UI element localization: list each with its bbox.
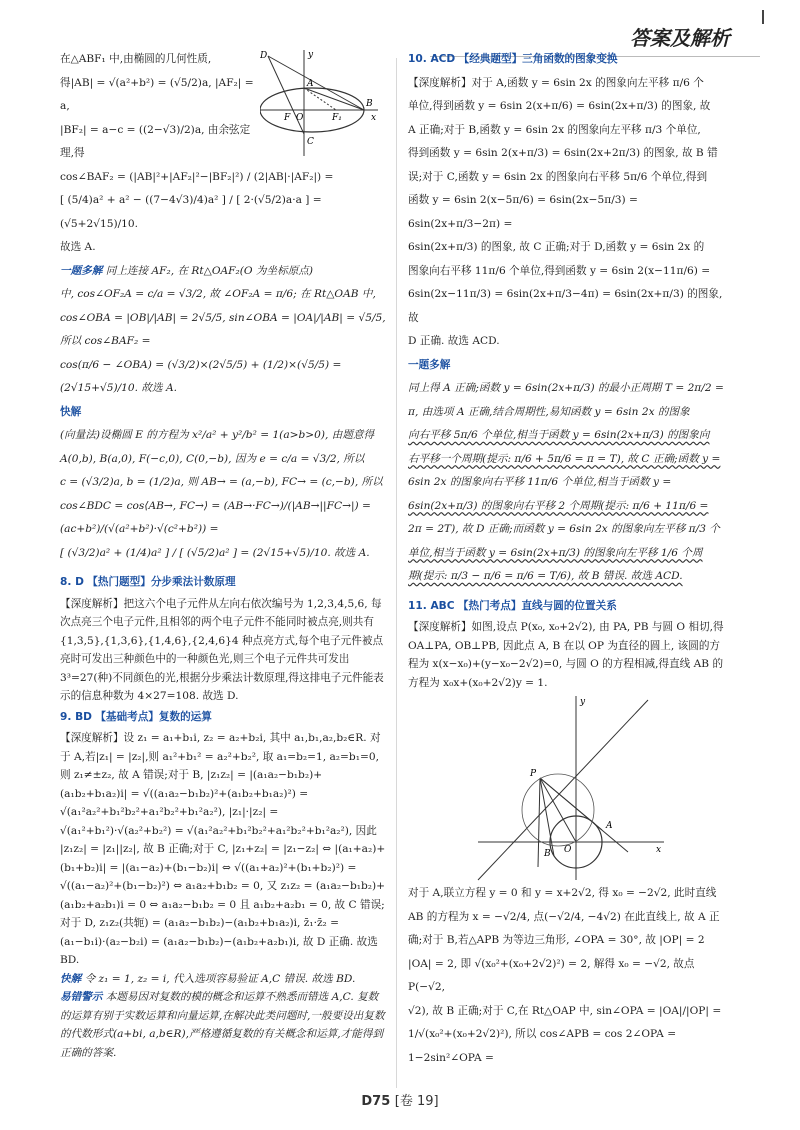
right-line-11: 同上得 A 正确;函数 y = 6sin(2x+π/3) 的最小正周期 T = 2π/2 = — [408, 382, 724, 394]
right-line-24: |OA| = 2, 即 √(x₀²+(x₀+2√2)²) = 2, 解得 x₀ = −√2, 故点 P(−√2, — [408, 957, 695, 993]
left-line-05: [ (5/4)a² + a² − ((7−4√3)/4)a² ] / [ 2·(√5/2)a·a ] = (√5+2√15)/10. — [60, 194, 322, 230]
left-line-13: A(0,b), B(a,0), F(−c,0), C(0,−b), 因为 e = c/a = √3/2, 所以 — [60, 452, 365, 465]
right-line-20: 【深度解析】如图,设点 P(x₀, x₀+2√2), 由 PA, PB 与圆 O 相切,得 OA⊥PA, OB⊥PB, 因此点 A, B 在以 OP 为直径的圆上, 该圆的方程为 x(x−x₀)+(y−x₀−2√2)=0, 与圆 O 的方程相减,得直线 AB 的方程为 x₀x+(x₀+2√2)y = 1. — [408, 621, 724, 689]
right-line-02: 单位,得到函数 y = 6sin 2(x+π/6) = 6sin(2x+π/3) 的图象, 故 — [408, 100, 711, 112]
q11-number: 11. ABC — [408, 599, 455, 612]
warning-label: 易错警示 — [60, 991, 103, 1003]
right-line-13: 向右平移 5π/6 个单位,相当于函数 y = 6sin(2x+π/3) 的图象向 — [408, 429, 710, 441]
q11-tag: 【热门考点】直线与圆的位置关系 — [457, 599, 617, 612]
right-line-03: A 正确;对于 B,函数 y = 6sin 2x 的图象向左平移 π/3 个单位, — [408, 123, 701, 136]
fig1-label-F: F — [284, 113, 291, 123]
right-line-10: D 正确. 故选 ACD. — [408, 335, 500, 347]
right-column — [408, 48, 730, 1070]
q8-body: 【深度解析】把这六个电子元件从左向右依次编号为 1,2,3,4,5,6, 每次点亮三个电子元件,且相邻的两个电子元件不能同时被点亮,则共有{1,3,5},{1,3,6},{1,4,6},{2,4,6}4 种点亮方式,每个电子元件被点亮时可发出三种颜色中的一种颜色光,则三个电子元件共可发出 3³=27(种)不同颜色的光,根据分步乘法计数原理,得这排电子元件能表示的信息种数为 4×27=108. 故选 D. — [60, 597, 384, 702]
right-line-07: 6sin(2x+π/3) 的图象, 故 C 正确;对于 D,函数 y = 6sin 2x 的 — [408, 241, 705, 253]
right-line-15: 6sin 2x 的图象向右平移 11π/6 个单位,相当于函数 y = — [408, 476, 672, 488]
right-line-09: 6sin(2x−11π/3) = 6sin(2x+π/3−4π) = 6sin(2x+π/3) 的图象, 故 — [408, 288, 723, 324]
fig1-label-y: y — [308, 50, 314, 60]
right-line-18: 单位,相当于函数 y = 6sin(2x+π/3) 的图象向左平移 1/6 个周 — [408, 546, 703, 559]
right-line-04: 得到函数 y = 6sin 2(x+π/3) = 6sin(2x+2π/3) 的图象, 故 B 错 — [408, 147, 718, 159]
q10-tag: 【经典题型】三角函数的图象变换 — [458, 53, 618, 65]
right-line-21: 对于 A,联立方程 y = 0 和 y = x+2√2, 得 x₀ = −2√2, 此时直线 — [408, 887, 717, 899]
fig2-label-O: O — [564, 845, 572, 855]
right-line-06: 函数 y = 6sin 2(x−5π/6) = 6sin(2x−5π/3) = 6sin(2x+π/3−2π) = — [408, 194, 638, 230]
left-line-12: (向量法)设椭圆 E 的方程为 x²/a² + y²/b² = 1(a>b>0), 由题意得 — [60, 429, 375, 441]
right-line-26: 1/√(x₀²+(x₀+2√2)²), 所以 cos∠APB = cos 2∠OPA = 1−2sin²∠OPA = — [408, 1028, 677, 1064]
q8-tag: 【热门题型】分步乘法计数原理 — [87, 576, 236, 588]
fig1-label-O: O — [296, 113, 304, 123]
left-line-15: cos∠BDC = cos⟨AB→, FC→⟩ = (AB→·FC→)/(|AB→||FC→|) = (ac+b²)/(√(a²+b²)·√(c²+b²)) = — [60, 499, 371, 535]
q9-number: 9. BD — [60, 710, 92, 723]
fig2-label-B: B — [544, 849, 551, 859]
right-line-23: 确;对于 B,若△APB 为等边三角形, ∠OPA = 30°, 故 |OP| = 2 — [408, 934, 705, 946]
right-line-01: 【深度解析】对于 A,函数 y = 6sin 2x 的图象向左平移 π/6 个 — [408, 76, 704, 89]
fig1-label-F1: F₁ — [332, 113, 342, 123]
left-column — [60, 48, 386, 1062]
left-line-02: 得|AB| = √(a²+b²) = (√5/2)a, |AF₂| = a, — [60, 76, 254, 112]
fig1-label-C: C — [307, 137, 314, 147]
q10-number: 10. ACD — [408, 53, 456, 65]
fig1-label-A: A — [307, 79, 314, 89]
multi-solution-label-2: 一题多解 — [408, 358, 451, 371]
quick-solution-label-1: 快解 — [60, 405, 82, 418]
page-edge-mark — [762, 10, 764, 24]
page-footer — [0, 1090, 800, 1109]
fig2-label-A: A — [606, 821, 613, 831]
page-volume: [卷 19] — [394, 1094, 439, 1109]
page-number: D75 — [361, 1094, 391, 1109]
multi-solution-label-1: 一题多解 — [60, 264, 103, 277]
left-line-07: 同上连接 AF₂, 在 Rt△OAF₂(O 为坐标原点) — [105, 264, 314, 277]
right-line-05: 误;对于 C,函数 y = 6sin 2x 的图象向右平移 5π/6 个单位,得到 — [408, 170, 708, 183]
column-divider — [396, 58, 397, 1088]
left-line-01: 在△ABF₁ 中,由椭圆的几何性质, — [60, 53, 212, 65]
right-line-22: AB 的方程为 x = −√2/4, 点(−√2/4, −4√2) 在此直线上, 故 A 正 — [408, 910, 720, 923]
q8-number: 8. D — [60, 576, 84, 588]
fig1-label-B: B — [366, 99, 373, 109]
fig2-label-P: P — [530, 769, 537, 779]
right-line-19: 期(提示: π/3 − π/6 = π/6 = T/6), 故 B 错误. 故选 ACD. — [408, 570, 683, 582]
left-line-10: cos(π/6 − ∠OBA) = (√3/2)×(2√5/5) + (1/2)×(√5/5) = (2√15+√5)/10. 故选 A. — [60, 358, 342, 394]
q9-body: 【深度解析】设 z₁ = a₁+b₁i, z₂ = a₂+b₂i, 其中 a₁,b₁,a₂,b₂∈R. 对于 A,若|z₁| = |z₂|,则 a₁²+b₁² = a₂²+b₂², 取 a₁=b₂=1, a₂=b₁=0, 则 z₁≠±z₂, 故 A 错误;对于 B, |z₁z₂| = |(a₁a₂−b₁b₂)+(a₁b₂+b₁a₂)i| = √((a₁a₂−b₁b₂)²+(a₁b₂+b₁a₂)²) = √(a₁²a₂²+b₁²b₂²+a₁²b₂²+b₁²a₂²), |z₁|·|z₂| = √(a₁²+b₁²)·√(a₂²+b₂²) = √(a₁²a₂²+b₁²b₂²+a₁²b₂²+b₁²a₂²), 因此 |z₁z₂| = |z₁||z₂|, 故 B 正确;对于 C, |z₁+z₂| = |z₁−z₂| ⇔ |(a₁+a₂)+(b₁+b₂)i| = |(a₁−a₂)+(b₁−b₂)i| ⇔ √((a₁+a₂)²+(b₁+b₂)²) = √((a₁−a₂)²+(b₁−b₂)²) ⇔ a₁a₂+b₁b₂ = 0, 又 z₁z₂ = (a₁a₂−b₁b₂)+(a₁b₂+a₂b₁)i = 0 ⇔ a₁a₂−b₁b₂ = 0 且 a₁b₂+a₂b₁ = 0, 故 C 错误;对于 D, z₁z₂(共轭) = (a₁a₂−b₁b₂)−(a₁b₂+b₁a₂)i, z̄₁·z̄₂ = (a₁−b₁i)·(a₂−b₂i) = (a₁a₂−b₁b₂)−(a₁b₂+a₂b₁)i, 故 D 正确. 故选 BD. — [60, 732, 386, 966]
left-line-08: 中, cos∠OF₂A = c/a = √3/2, 故 ∠OF₂A = π/6; 在 Rt△OAB 中, — [60, 288, 376, 300]
q9-fast: 令 z₁ = 1, z₂ = i, 代入选项容易验证 A,C 错误. 故选 BD. — [84, 972, 356, 985]
right-line-17: 2π = 2T), 故 D 正确;而函数 y = 6sin 2x 的图象向左平移 π/3 个 — [408, 523, 720, 535]
q9-tag: 【基础考点】复数的运算 — [95, 710, 212, 723]
right-line-08: 图象向右平移 11π/6 个单位,得到函数 y = 6sin 2(x−11π/6) = — [408, 264, 711, 277]
left-line-14: c = (√3/2)a, b = (1/2)a, 则 AB→ = (a,−b), FC→ = (c,−b), 所以 — [60, 476, 383, 488]
right-line-14: 右平移一个周期(提示: π/6 + 5π/6 = π = T), 故 C 正确;函数 y = — [408, 452, 721, 465]
ellipse-figure — [260, 48, 380, 158]
page-header-title: 答案及解析 — [630, 26, 730, 50]
left-line-06: 故选 A. — [60, 241, 96, 253]
circle-tangent-figure — [468, 692, 668, 882]
left-line-04: cos∠BAF₂ = (|AB|²+|AF₂|²−|BF₂|²) / (2|AB|·|AF₂|) = — [60, 170, 334, 183]
q9-warning: 本题易因对复数的模的概念和运算不熟悉而错选 A,C. 复数的运算有别于实数运算和向量运算,在解决此类问题时,一般要设出复数的代数形式(a+bi, a,b∈R),严格遵循复数的有关概念和运算,才能得到正确的答案. — [60, 991, 385, 1059]
right-line-12: π, 由选项 A 正确,结合周期性,易知函数 y = 6sin 2x 的图象 — [408, 405, 690, 418]
left-line-03: |BF₂| = a−c = ((2−√3)/2)a, 由余弦定理,得 — [60, 123, 251, 159]
left-line-09: cos∠OBA = |OB|/|AB| = 2√5/5, sin∠OBA = |OA|/|AB| = √5/5, 所以 cos∠BAF₂ = — [60, 311, 386, 347]
right-line-16: 6sin(2x+π/3) 的图象向右平移 2 个周期(提示: π/6 + 11π/6 = — [408, 499, 709, 512]
fig1-label-x: x — [371, 113, 377, 123]
quick-solution-label-2: 快解 — [60, 972, 82, 985]
fig2-label-y: y — [580, 697, 586, 707]
fig2-label-x: x — [656, 845, 662, 855]
fig1-label-D: D — [260, 51, 268, 61]
left-line-16: [ (√3/2)a² + (1/4)a² ] / [ (√5/2)a² ] = (2√15+√5)/10. 故选 A. — [60, 546, 370, 559]
right-line-25: √2), 故 B 正确;对于 C,在 Rt△OAP 中, sin∠OPA = |OA|/|OP| = — [408, 1004, 722, 1017]
